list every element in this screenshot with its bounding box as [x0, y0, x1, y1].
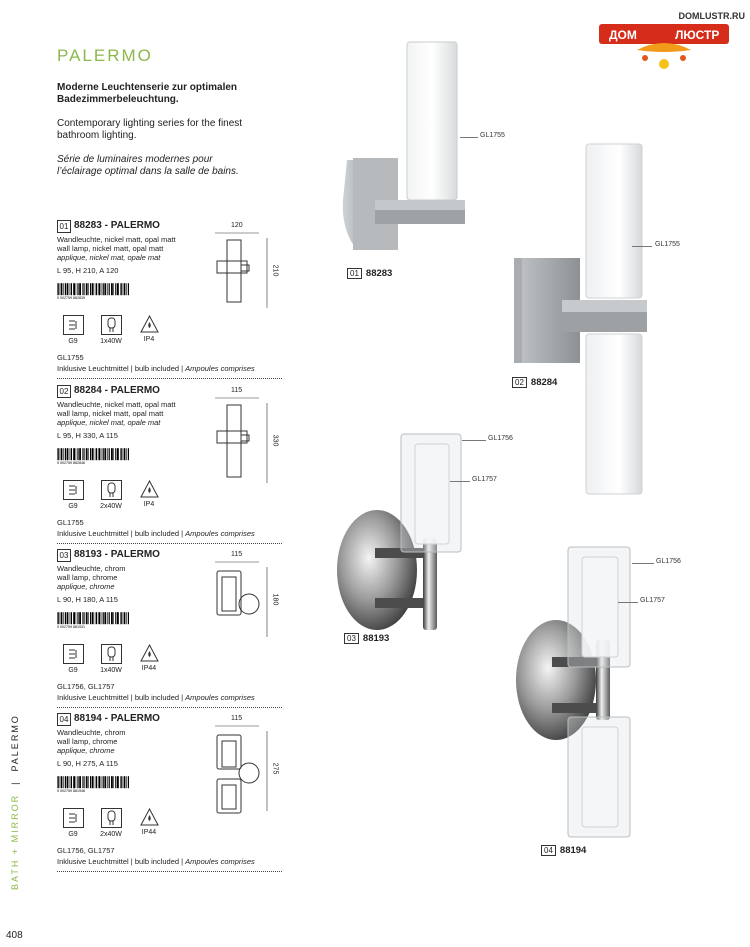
glass-code: GL1756, GL1757: [57, 682, 115, 691]
product-name: 88284 - PALERMO: [74, 385, 160, 396]
product-photo-88284: [512, 140, 652, 505]
product-name: 88283 - PALERMO: [74, 220, 160, 231]
photo-label-1: 01 88283: [347, 268, 392, 279]
desc-german: Wandleuchte, nickel matt, opal matt: [57, 235, 176, 244]
photo-label-4: 04 88194: [541, 845, 586, 856]
ip-rating-icon: [140, 808, 159, 826]
glass-label-e: GL1756: [656, 558, 681, 565]
height-dim: 330: [271, 434, 279, 447]
intro-french: Série de luminaires modernes pour l’éclairage optimal dans la salle de bains.: [57, 154, 239, 177]
ean-code: 9 002759 881948: [57, 788, 85, 793]
side-running-head: BATH + MIRROR | PALERMO: [10, 714, 20, 890]
photo-label-2: 02 88284: [512, 377, 557, 388]
logo-word-right: ЛЮСТР: [675, 28, 720, 42]
bulb-icon: [101, 480, 122, 500]
glass-label-c: GL1756: [488, 435, 513, 442]
desc-french: applique, nickel mat, opale mat: [57, 253, 161, 262]
ean-code: 9 002759 881931: [57, 624, 85, 629]
height-dim: 275: [271, 762, 279, 775]
technical-drawing: [205, 551, 279, 652]
barcode: [57, 607, 129, 633]
barcode: [57, 278, 129, 304]
desc-french: applique, chrome: [57, 582, 115, 591]
glass-label-b: GL1755: [655, 241, 680, 248]
bulb-icon: [101, 808, 122, 828]
dimensions: L 95, H 330, A 115: [57, 431, 118, 440]
ip-rating-icon: [140, 315, 159, 333]
divider: [57, 543, 282, 545]
intro-german: Moderne Leuchtenserie zur optimalen Badezimmerbeleuchtung.: [57, 82, 238, 105]
product-name: 88193 - PALERMO: [74, 549, 160, 560]
glass-label-f: GL1757: [640, 597, 665, 604]
product-number: 03: [57, 549, 71, 562]
product-number: 02: [57, 385, 71, 398]
ean-code: 9 002759 882846: [57, 460, 85, 465]
page-number: 408: [6, 930, 23, 941]
technical-drawing: [205, 222, 279, 323]
desc-english: wall lamp, nickel matt, opal matt: [57, 244, 164, 253]
product-block: [57, 220, 281, 380]
product-photo-88283: [335, 40, 470, 270]
ip-rating-icon: [140, 644, 159, 662]
socket-label: G9: [68, 667, 78, 674]
product-name: 88194 - PALERMO: [74, 713, 160, 724]
desc-french: applique, chrome: [57, 746, 115, 755]
divider: [57, 707, 282, 709]
glass-code: GL1755: [57, 518, 84, 527]
product-photo-88194: [508, 545, 648, 845]
technical-drawing: [205, 387, 279, 498]
divider: [57, 378, 282, 380]
bulb-note: Inklusive Leuchtmittel | bulb included | Ampoules comprises: [57, 857, 255, 866]
desc-french: applique, nickel mat, opale mat: [57, 418, 161, 427]
height-dim: 210: [271, 264, 279, 277]
desc-english: wall lamp, chrome: [57, 573, 118, 582]
dimensions: L 95, H 210, A 120: [57, 266, 119, 275]
bulb-note: Inklusive Leuchtmittel | bulb included | Ampoules comprises: [57, 529, 255, 538]
desc-german: Wandleuchte, chrom: [57, 564, 126, 573]
dimensions: L 90, H 275, A 115: [57, 759, 118, 768]
product-number: 04: [57, 713, 71, 726]
socket-icon: [63, 315, 84, 335]
bulb-icon: [101, 644, 122, 664]
ean-code: 9 002759 882839: [57, 295, 85, 300]
glass-code: GL1756, GL1757: [57, 846, 115, 855]
product-number: 01: [57, 220, 71, 233]
socket-label: G9: [68, 831, 78, 838]
site-url: DOMLUSTR.RU: [678, 11, 745, 21]
width-dim: 115: [231, 551, 243, 558]
socket-label: G9: [68, 338, 78, 345]
bulb-note: Inklusive Leuchtmittel | bulb included | Ampoules comprises: [57, 364, 255, 373]
intro-english: Contemporary lighting series for the finest bathroom lighting.: [57, 118, 243, 141]
socket-icon: [63, 808, 84, 828]
side-series: PALERMO: [10, 714, 20, 772]
barcode: [57, 443, 129, 469]
ip-label: IP4: [143, 501, 155, 508]
logo-word-left: ДОМ: [609, 28, 637, 42]
technical-drawing: [205, 715, 279, 826]
width-dim: 120: [231, 222, 243, 229]
bulb-note: Inklusive Leuchtmittel | bulb included | Ampoules comprises: [57, 693, 255, 702]
glass-label-d: GL1757: [472, 476, 497, 483]
side-category: BATH + MIRROR: [10, 793, 20, 890]
ip-label: IP4: [143, 336, 155, 343]
divider: [57, 871, 282, 873]
ip-rating-icon: [140, 480, 159, 498]
desc-german: Wandleuchte, chrom: [57, 728, 126, 737]
bulb-icon: [101, 315, 122, 335]
power-label: 2x40W: [100, 503, 122, 510]
product-block: [57, 713, 281, 873]
width-dim: 115: [231, 387, 243, 394]
socket-label: G9: [68, 503, 78, 510]
socket-icon: [63, 480, 84, 500]
power-label: 1x40W: [100, 338, 122, 345]
dimensions: L 90, H 180, A 115: [57, 595, 118, 604]
photo-label-3: 03 88193: [344, 633, 389, 644]
power-label: 2x40W: [100, 831, 122, 838]
barcode: [57, 771, 129, 797]
height-dim: 180: [271, 593, 279, 606]
product-block: [57, 385, 281, 545]
ip-label: IP44: [141, 829, 157, 836]
desc-english: wall lamp, nickel matt, opal matt: [57, 409, 164, 418]
desc-english: wall lamp, chrome: [57, 737, 118, 746]
ip-label: IP44: [141, 665, 157, 672]
glass-label-a: GL1755: [480, 132, 505, 139]
socket-icon: [63, 644, 84, 664]
product-block: [57, 549, 281, 709]
brand-logo[interactable]: [597, 6, 747, 81]
width-dim: 115: [231, 715, 243, 722]
product-photo-88193: [335, 430, 475, 640]
desc-german: Wandleuchte, nickel matt, opal matt: [57, 400, 176, 409]
page-title: PALERMO: [57, 46, 153, 65]
power-label: 1x40W: [100, 667, 122, 674]
glass-code: GL1755: [57, 353, 84, 362]
